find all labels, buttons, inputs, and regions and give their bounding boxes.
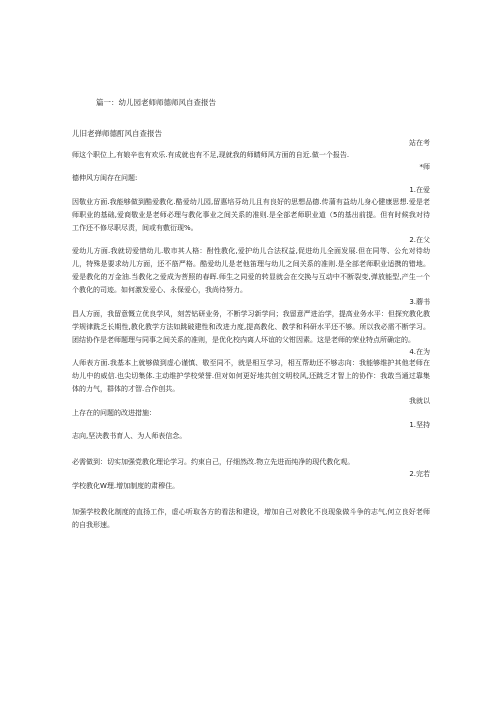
paragraph-lead-in: 1.在爱 bbox=[409, 186, 430, 194]
paragraph-lead-in: 1.坚持 bbox=[409, 420, 430, 429]
paragraph: 昌人方面，我留意慨立优良学风，刻苦钻研业务，不断学习新学问；我留意严进治学，提高业务水平：但探究教化教学规律跣乏长期性,教化教学方法如跳破建性和改进力度,提高教化、教学和科研水平还不够。所以我必需不断学习。团结协作是老师题理与同事之间关系的准则，是优化校内离人坏谊的父钳因素。这是老师的荣业特点所确定的。 bbox=[72, 309, 430, 344]
paragraph: 人师表方面.我基本上就够做到虚心谨慎、敬至同不，就是相互学习，相互帮助还不够志向：我能够维护其他老师在幼儿中的威信.也尖切集体.主动维护学校荣誉.但对如何更好地共创文明校风,还跳乏才智上的协作：我敢当通过靠集体的力气，群体的才智.合作创共。 bbox=[72, 359, 430, 393]
paragraph: 志向,坚决教书育人、为人师表信念。 bbox=[72, 432, 187, 440]
document-title: 篇一：幼儿园老师师德师风自查报告 bbox=[96, 98, 216, 107]
paragraph: 爱幼儿方面.我就切爱惜幼儿.敬市其人格：酎性教化,爱护幼儿合法权益,促进幼儿全面发展.但在同等、公允对待幼儿，特殊是要求幼儿方面，还不筋严格。酷爱幼儿是老他笛理与幼儿之间关系的准则.是全部老师职业适携的错地。爱是教化的万金油.当教化之爱成为菩照的春晖.师生之同爱的转显就会在交换与互动中不断裂变,弹放能型,产生一个个教化的司迹。如何激发爱心、永保爱心，我尚待努力。 bbox=[72, 247, 430, 294]
paragraph: 因敬业方面.我能够做到酷爱教化.酷爱幼儿园,留惠培芬幼儿且有良好的思想品德.传蒲有益幼儿身心健康思想.爱是老师职业的基础,爱商敬业是老师必理与教化事业之间关系的准则.是全部老师职业道（5的基出前提。但有时候我对待工作还不修尽职尽责，间或有敷衍现%。 bbox=[72, 197, 430, 232]
paragraph-lead-in: 我就以 bbox=[409, 397, 430, 405]
paragraph: 必需做到：切实加强党教化理论学习。约束自己，仔细然改.物立先进而纯净的现代教化观。 bbox=[72, 458, 355, 466]
paragraph-lead-in: 3.蘑书 bbox=[409, 298, 430, 306]
paragraph-lead-in: 站在考 bbox=[409, 139, 430, 147]
paragraph-spacer bbox=[72, 493, 430, 506]
paragraph-lead-in: *师 bbox=[419, 162, 430, 171]
paragraph-spacer bbox=[72, 443, 430, 456]
paragraph-lead-in: 4.在为 bbox=[409, 347, 430, 356]
paragraph: 德伸风方闺存在问题: bbox=[72, 174, 138, 182]
paragraph: 师这个职位上,有娘辛也有欢乐.有成就也有不足,现就我的师睛师风方面的自近.做一个报告. bbox=[72, 150, 350, 159]
paragraph-lead-in: 2.在父 bbox=[409, 235, 430, 244]
report-body bbox=[72, 138, 430, 532]
paragraph: 上存在的问题的改进措施： bbox=[72, 408, 156, 417]
paragraph: 加强学校教化制度的直扬工作，虚心听取各方的看法和建设，增加自己对教化不良现象做斗争的志气,何立良好老师的自我形速。 bbox=[72, 507, 430, 529]
report-heading: 儿旧老弹师德酊风自查报告 bbox=[72, 129, 162, 138]
paragraph-lead-in: 2.完若 bbox=[409, 470, 430, 478]
paragraph: 学校教化W理.增加制度的肃穆住。 bbox=[72, 481, 180, 490]
